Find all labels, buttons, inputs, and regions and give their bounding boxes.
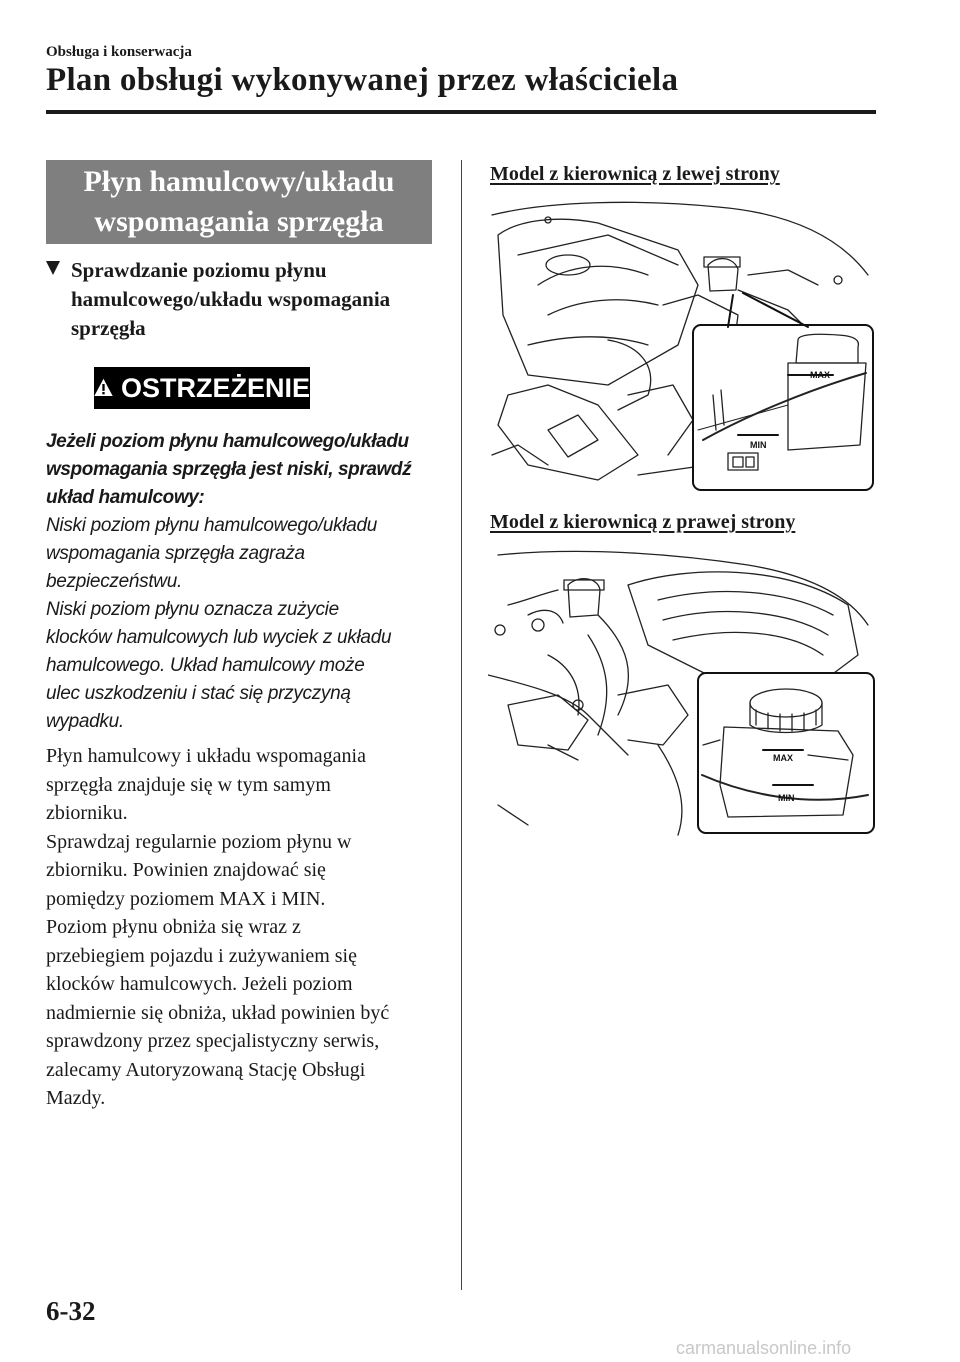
warning-bold-line: Jeżeli poziom płynu hamulcowego/układu bbox=[46, 431, 409, 452]
warning-body-line: klocków hamulcowych lub wyciek z układu bbox=[46, 627, 392, 648]
warning-body-line: Niski poziom płynu hamulcowego/układu bbox=[46, 515, 378, 536]
body-line: nadmiernie się obniża, układ powinien być bbox=[46, 1001, 390, 1024]
column-divider bbox=[461, 160, 462, 1290]
subheading-line-3: sprzęgła bbox=[71, 316, 146, 340]
warning-body-line: wypadku. bbox=[46, 711, 124, 732]
body-line: klocków hamulcowych. Jeżeli poziom bbox=[46, 973, 353, 995]
figure-caption-lhd: Model z kierownicą z lewej strony bbox=[490, 163, 780, 185]
body-line: sprzęgła znajduje się w tym samym bbox=[46, 773, 331, 796]
engine-bay-lhd-illustration bbox=[488, 195, 876, 493]
warning-body-text bbox=[46, 512, 446, 736]
body-text bbox=[46, 742, 446, 1113]
body-line: przebiegiem pojazdu i zużywaniem się bbox=[46, 944, 357, 967]
min-mark-label: MIN bbox=[750, 440, 767, 450]
warning-bold-line: układ hamulcowy: bbox=[46, 487, 205, 508]
section-heading-line-1: Płyn hamulcowy/układu bbox=[83, 165, 395, 198]
body-line: zbiorniku. Powinien znajdować się bbox=[46, 859, 326, 881]
warning-triangle-icon bbox=[92, 367, 115, 409]
watermark: carmanualsonline.info bbox=[676, 1338, 852, 1358]
min-mark-label: MIN bbox=[778, 793, 795, 803]
warning-body-line: hamulcowego. Układ hamulcowy może bbox=[46, 655, 365, 676]
body-line: zalecamy Autoryzowaną Stację Obsługi bbox=[46, 1058, 366, 1081]
title-rule bbox=[46, 110, 876, 114]
body-line: pomiędzy poziomem MAX i MIN. bbox=[46, 887, 326, 910]
warning-body-line: bezpieczeństwu. bbox=[46, 571, 182, 592]
engine-bay-rhd-illustration bbox=[488, 545, 876, 845]
warning-body-line: wspomagania sprzęgła zagraża bbox=[46, 543, 305, 564]
figure-caption-rhd: Model z kierownicą z prawej strony bbox=[490, 511, 796, 533]
warning-bold-line: wspomagania sprzęgła jest niski, sprawdź bbox=[46, 459, 412, 480]
max-mark-label: MAX bbox=[773, 753, 793, 763]
subheading-line-1: Sprawdzanie poziomu płynu bbox=[71, 258, 327, 282]
warning-label: OSTRZEŻENIE bbox=[120, 372, 310, 403]
section-heading-line-2: wspomagania sprzęgła bbox=[94, 205, 384, 238]
body-line: Płyn hamulcowy i układu wspomagania bbox=[46, 745, 366, 767]
body-line: Poziom płynu obniża się wraz z bbox=[46, 916, 301, 938]
section-label: Obsługa i konserwacja bbox=[46, 44, 192, 60]
body-line: sprawdzony przez specjalistyczny serwis, bbox=[46, 1030, 380, 1052]
max-mark-label: MAX bbox=[810, 370, 830, 380]
warning-bold-text bbox=[46, 428, 446, 512]
subheading bbox=[46, 256, 446, 343]
page-number: 6-32 bbox=[46, 1296, 96, 1326]
subheading-line-2: hamulcowego/układu wspomagania bbox=[71, 287, 391, 311]
warning-body-line: Niski poziom płynu oznacza zużycie bbox=[46, 599, 339, 620]
warning-body-line: ulec uszkodzeniu i stać się przyczyną bbox=[46, 683, 351, 704]
body-line: Sprawdzaj regularnie poziom płynu w bbox=[46, 830, 352, 853]
warning-banner bbox=[94, 367, 310, 409]
body-line: Mazdy. bbox=[46, 1087, 106, 1109]
section-heading bbox=[46, 160, 432, 244]
page-title: Plan obsługi wykonywanej przez właściciela bbox=[46, 62, 679, 98]
body-line: zbiorniku. bbox=[46, 802, 128, 824]
triangle-bullet-icon bbox=[46, 261, 60, 275]
